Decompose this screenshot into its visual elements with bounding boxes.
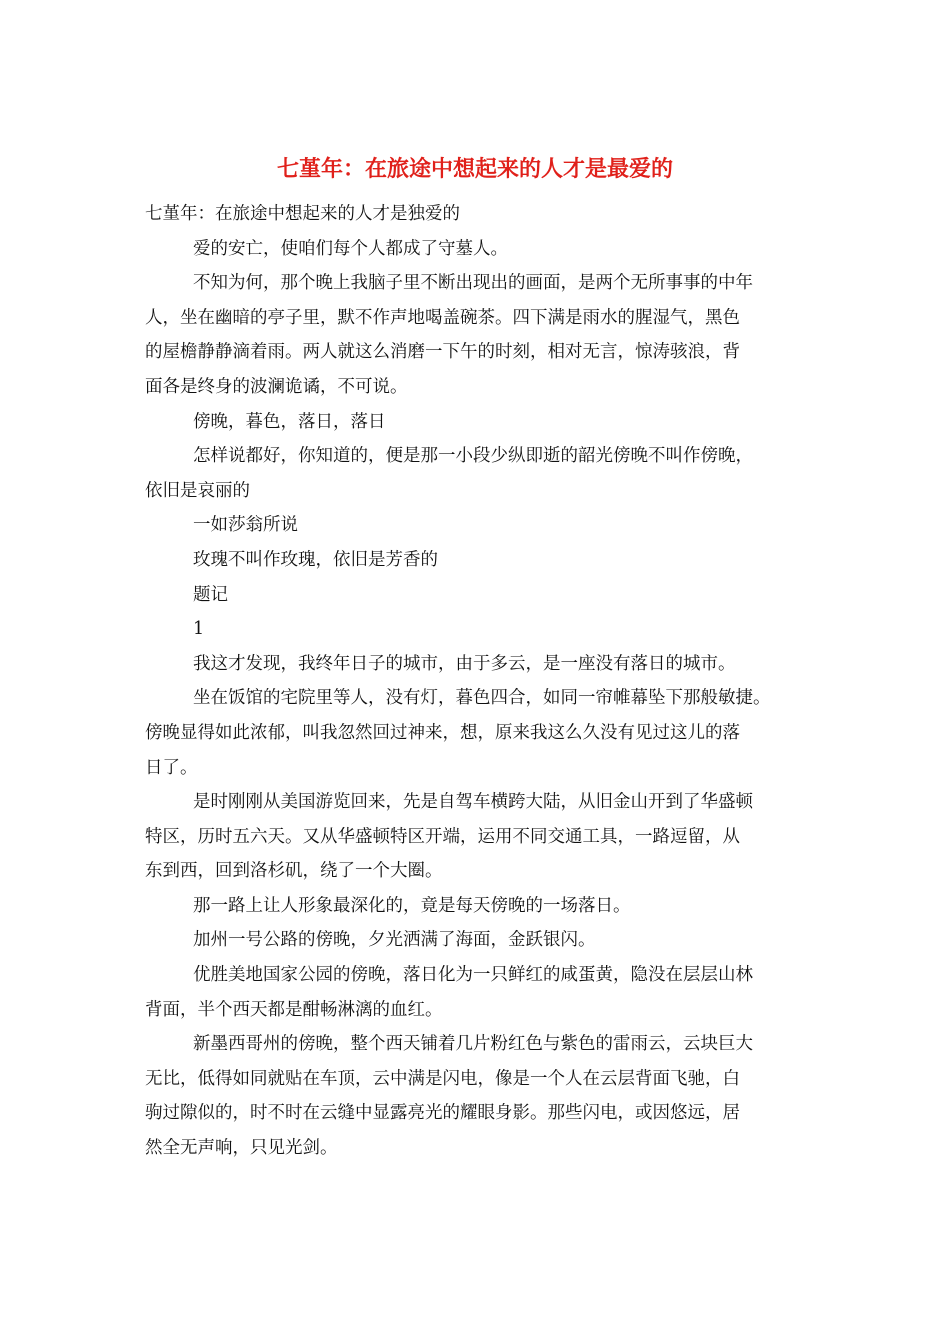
text-line: 不知为何，那个晚上我脑子里不断出现出的画面，是两个无所事事的中年 [193,273,753,294]
document-title: 七堇年：在旅途中想起来的人才是最爱的 [276,156,673,182]
text-line: 1 [193,619,205,640]
text-line: 七堇年：在旅途中想起来的人才是独爱的 [145,204,460,224]
text-line: 加州一号公路的傍晚，夕光洒满了海面，金跃银闪。 [193,930,596,951]
text-line: 玫瑰不叫作玫瑰，依旧是芳香的 [193,549,438,570]
text-line: 傍晚显得如此浓郁，叫我忽然回过神来，想，原来我这么久没有见过这儿的落 [145,722,740,743]
text-line: 人，坐在幽暗的亭子里，默不作声地喝盖碗茶。四下满是雨水的腥湿气，黑色 [145,307,740,328]
text-line: 背面，半个西天都是酣畅淋漓的血红。 [145,999,443,1020]
text-line: 爱的安亡，使咱们每个人都成了守墓人。 [193,238,508,259]
text-line: 傍晚，暮色，落日，落日 [193,411,386,432]
text-line: 无比，低得如同就贴在车顶，云中满是闪电，像是一个人在云层背面飞驰，白 [145,1068,740,1089]
text-line: 驹过隙似的，时不时在云缝中显露亮光的耀眼身影。那些闪电，或因悠远，居 [145,1103,740,1124]
text-line: 新墨西哥州的傍晚，整个西天铺着几片粉红色与紫色的雷雨云，云块巨大 [193,1034,753,1055]
text-line: 怎样说都好，你知道的，便是那一小段少纵即逝的韶光傍晚不叫作傍晚， [193,446,753,467]
text-line: 依旧是哀丽的 [145,480,250,501]
text-line: 优胜美地国家公园的傍晚，落日化为一只鲜红的咸蛋黄，隐没在层层山林 [193,965,753,986]
text-line: 的屋檐静静滴着雨。两人就这么消磨一下午的时刻，相对无言，惊涛骇浪，背 [145,342,740,363]
text-line: 日了。 [145,757,198,778]
text-line: 特区，历时五六天。又从华盛顿特区开端，运用不同交通工具，一路逗留，从 [145,826,740,847]
document-body [145,197,825,1166]
text-line: 题记 [193,584,228,605]
text-line: 坐在饭馆的宅院里等人，没有灯，暮色四合，如同一帘帷幕坠下那般敏捷。 [193,688,771,709]
text-line: 我这才发现，我终年日子的城市，由于多云，是一座没有落日的城市。 [193,653,736,674]
text-line: 东到西，回到洛杉矶，绕了一个大圈。 [145,861,443,882]
text-line: 面各是终身的波澜诡谲，不可说。 [145,376,408,397]
text-line: 一如莎翁所说 [193,515,298,536]
text-line: 然全无声响，只见光剑。 [145,1138,338,1159]
text-line: 那一路上让人形象最深化的，竟是每天傍晚的一场落日。 [193,895,631,916]
text-line: 是时刚刚从美国游览回来，先是自驾车横跨大陆，从旧金山开到了华盛顿 [193,792,753,813]
